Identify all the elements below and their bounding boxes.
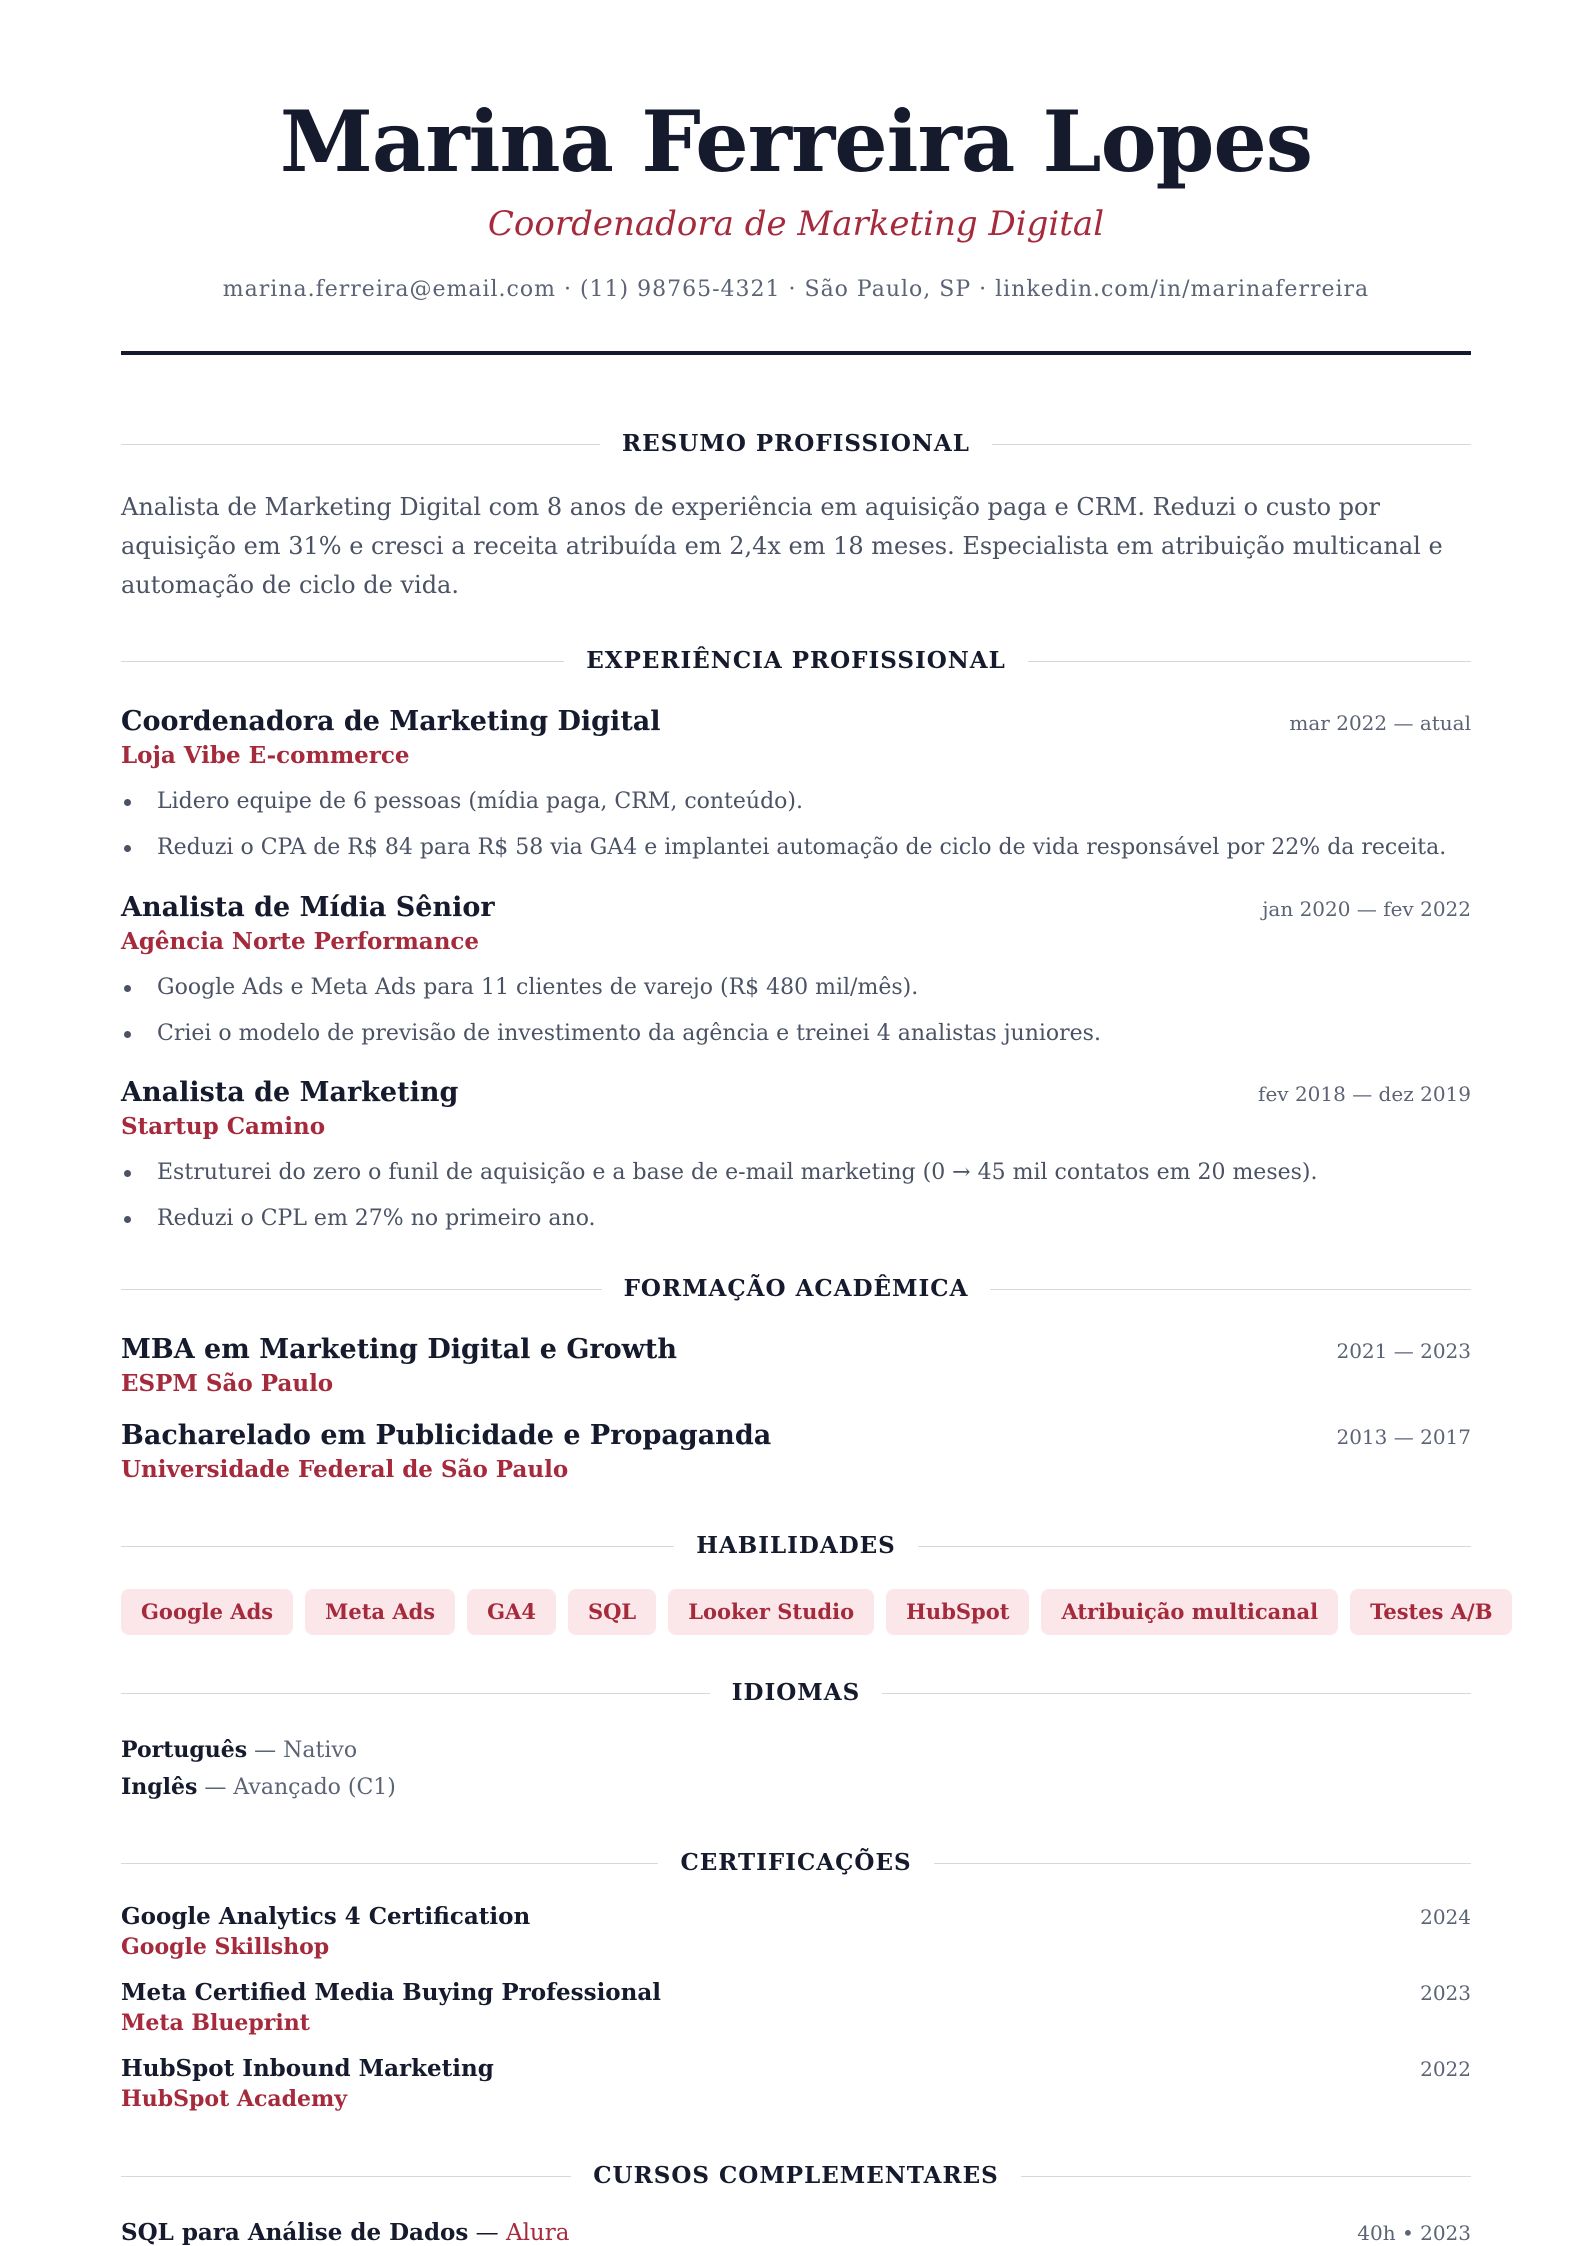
job-title: Analista de Mídia Sênior	[121, 892, 495, 923]
divider	[121, 1546, 674, 1547]
job-dates: mar 2022 — atual	[1289, 711, 1471, 735]
summary-text: Analista de Marketing Digital com 8 anos de experiência em aquisição paga e CRM. Reduzi o custo por aquisição em 31% e cresci a receita atribuída em 2,4x em 18 meses. Especialista em atribuição multicanal e automação de ciclo de vida.	[121, 493, 1443, 599]
divider	[992, 444, 1471, 445]
job-bullet: Criei o modelo de previsão de investimento da agência e treinei 4 analistas juniores.	[121, 1011, 1471, 1057]
divider	[1028, 661, 1471, 662]
language-level: Avançado (C1)	[233, 1775, 396, 1800]
job-bullet: Lidero equipe de 6 pessoas (mídia paga, CRM, conteúdo).	[121, 779, 1471, 825]
header-divider	[121, 351, 1471, 355]
job-company: Loja Vibe E-commerce	[121, 742, 410, 769]
certification-year: 2022	[1420, 2057, 1471, 2081]
section-heading-certifications	[121, 1848, 1471, 1878]
education-dates: 2021 — 2023	[1336, 1339, 1471, 1363]
section-title: CURSOS COMPLEMENTARES	[593, 2162, 999, 2189]
divider	[990, 1289, 1471, 1290]
job-bullets	[121, 779, 1471, 871]
candidate-title: Coordenadora de Marketing Digital	[487, 204, 1105, 244]
course-meta: 40h • 2023	[1357, 2221, 1471, 2245]
job-bullet: Estruturei do zero o funil de aquisição e a base de e-mail marketing (0 → 45 mil contatos em 20 meses).	[121, 1150, 1471, 1196]
certification-item	[121, 1902, 1471, 1962]
divider	[121, 444, 600, 445]
skill-chip: HubSpot	[886, 1589, 1029, 1635]
course-item: SQL para Análise de Dados — Alura 40h • 2023	[121, 2219, 1471, 2246]
divider	[121, 661, 564, 662]
course-provider: Alura	[505, 2220, 570, 2246]
degree-title: MBA em Marketing Digital e Growth	[121, 1334, 677, 1365]
section-heading-skills	[121, 1531, 1471, 1561]
section-title: IDIOMAS	[731, 1679, 861, 1706]
candidate-name: Marina Ferreira Lopes	[279, 92, 1313, 191]
section-title: CERTIFICAÇÕES	[680, 1849, 912, 1876]
divider	[882, 1693, 1471, 1694]
skill-chip: Testes A/B	[1350, 1589, 1512, 1635]
job-title: Analista de Marketing	[121, 1077, 459, 1108]
divider	[1021, 2176, 1471, 2177]
skill-chip: Looker Studio	[668, 1589, 874, 1635]
certification-item	[121, 1978, 1471, 2038]
job-bullets	[121, 1150, 1471, 1242]
divider	[934, 1863, 1471, 1864]
section-heading-experience	[121, 646, 1471, 676]
job-bullet: Reduzi o CPA de R$ 84 para R$ 58 via GA4 e implantei automação de ciclo de vida responsável por 22% da receita.	[121, 825, 1471, 871]
job-title: Coordenadora de Marketing Digital	[121, 706, 661, 737]
divider	[121, 1693, 710, 1694]
language-item: Inglês — Avançado (C1)	[121, 1774, 396, 1800]
divider	[121, 1863, 658, 1864]
section-heading-summary	[121, 429, 1471, 459]
job-dates: fev 2018 — dez 2019	[1258, 1082, 1471, 1106]
certification-year: 2024	[1420, 1905, 1471, 1929]
divider	[918, 1546, 1471, 1547]
certification-issuer: HubSpot Academy	[121, 2086, 348, 2112]
education-dates: 2013 — 2017	[1336, 1425, 1471, 1449]
skills-list	[121, 1589, 1493, 1635]
certification-name: HubSpot Inbound Marketing	[121, 2055, 494, 2082]
certification-year: 2023	[1420, 1981, 1471, 2005]
section-title: FORMAÇÃO ACADÊMICA	[623, 1275, 969, 1302]
certification-issuer: Google Skillshop	[121, 1934, 330, 1960]
divider	[121, 1289, 602, 1290]
certification-issuer: Meta Blueprint	[121, 2010, 310, 2036]
experience-item	[121, 891, 1471, 1057]
certification-name: Meta Certified Media Buying Professional	[121, 1979, 662, 2006]
education-item	[121, 1419, 1471, 1487]
job-dates: jan 2020 — fev 2022	[1262, 897, 1471, 921]
job-bullets	[121, 965, 1471, 1057]
language-level: Nativo	[283, 1738, 358, 1763]
contact-line: marina.ferreira@email.com · (11) 98765-4321 · São Paulo, SP · linkedin.com/in/marinaferreira	[222, 277, 1370, 302]
section-title: HABILIDADES	[696, 1532, 896, 1559]
certification-name: Google Analytics 4 Certification	[121, 1903, 531, 1930]
section-title: EXPERIÊNCIA PROFISSIONAL	[586, 647, 1006, 674]
job-bullet: Reduzi o CPL em 27% no primeiro ano.	[121, 1196, 1471, 1242]
skill-chip: SQL	[568, 1589, 656, 1635]
divider	[121, 2176, 571, 2177]
section-heading-courses	[121, 2161, 1471, 2191]
certification-item	[121, 2054, 1471, 2114]
education-item	[121, 1333, 1471, 1401]
skill-chip: Google Ads	[121, 1589, 293, 1635]
job-company: Startup Camino	[121, 1113, 326, 1140]
skill-chip: GA4	[467, 1589, 556, 1635]
language-name: Português	[121, 1737, 248, 1763]
degree-title: Bacharelado em Publicidade e Propaganda	[121, 1420, 772, 1451]
section-heading-languages	[121, 1678, 1471, 1708]
skill-chip: Atribuição multicanal	[1041, 1589, 1338, 1635]
section-title: RESUMO PROFISSIONAL	[622, 430, 970, 457]
section-heading-education	[121, 1274, 1471, 1304]
education-institution: ESPM São Paulo	[121, 1370, 334, 1397]
education-institution: Universidade Federal de São Paulo	[121, 1456, 569, 1483]
language-name: Inglês	[121, 1774, 198, 1800]
job-company: Agência Norte Performance	[121, 928, 480, 955]
experience-item	[121, 705, 1471, 871]
job-bullet: Google Ads e Meta Ads para 11 clientes de varejo (R$ 480 mil/mês).	[121, 965, 1471, 1011]
skill-chip: Meta Ads	[305, 1589, 455, 1635]
course-name: SQL para Análise de Dados	[121, 2219, 469, 2246]
language-item: Português — Nativo	[121, 1737, 358, 1763]
experience-item	[121, 1076, 1471, 1242]
